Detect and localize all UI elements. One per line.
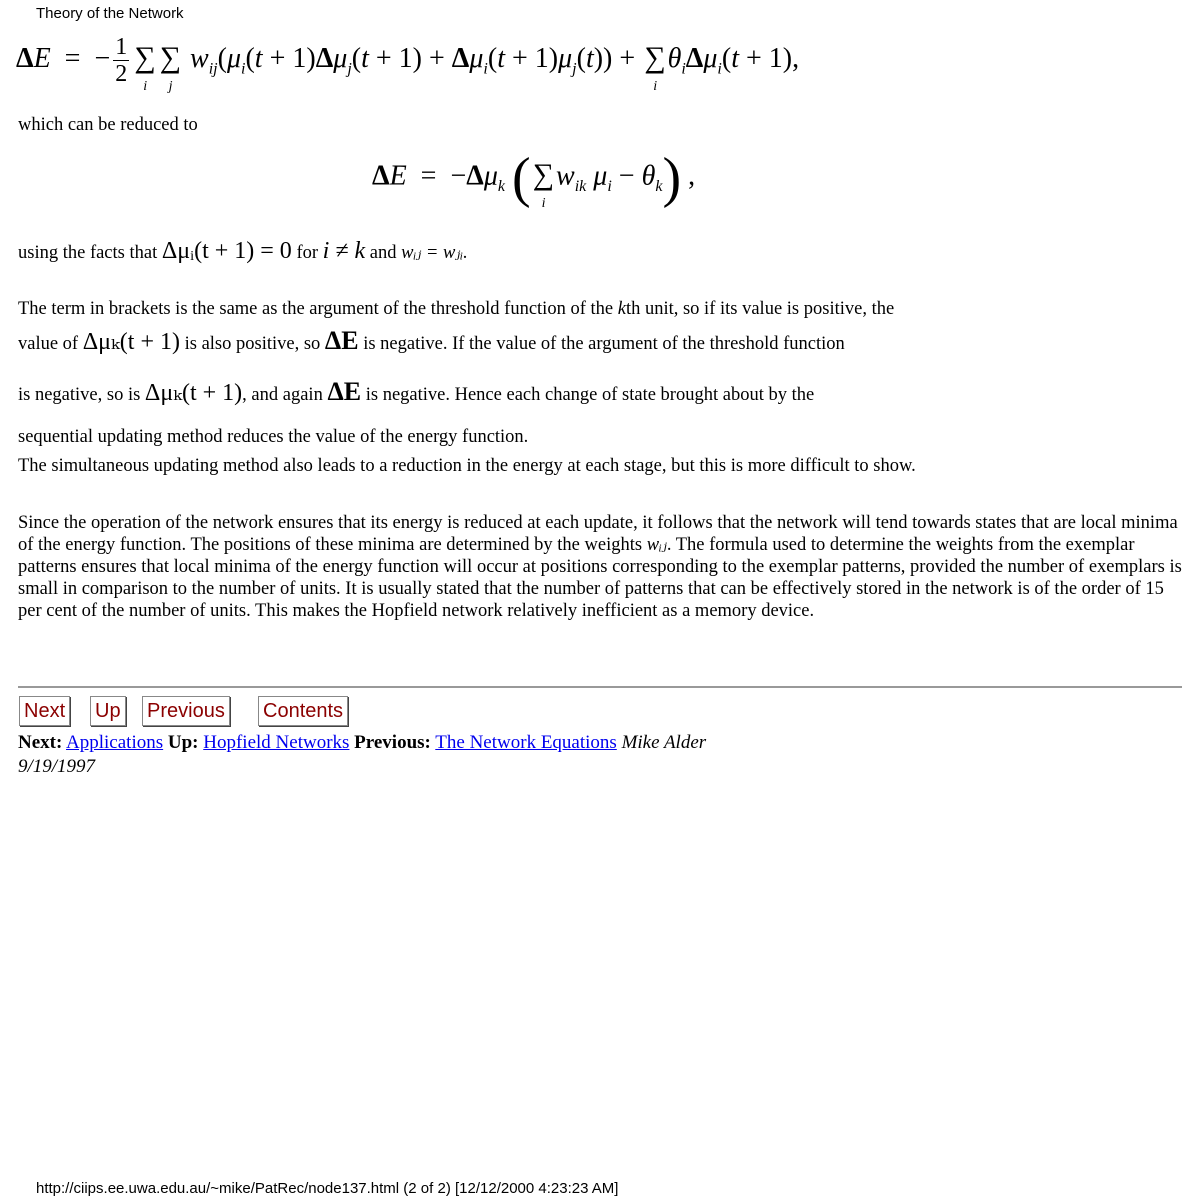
reduce-intro-text: which can be reduced to bbox=[18, 115, 198, 135]
next-button[interactable]: Next bbox=[19, 696, 70, 726]
up-link[interactable]: Hopfield Networks bbox=[203, 732, 350, 753]
up-button[interactable]: Up bbox=[90, 696, 126, 726]
threshold-paragraph: The term in brackets is the same as the argument of the threshold function of the kth unit, so if its value is positive, the value of Δμₖ(t + 1) is also positive, so ΔE is negative. If the value of the argument of the threshold function is negative, so is Δμₖ(t + 1), and again ΔE is negative. Hence each change of state brought about by the sequential updating method reduces the value of the energy function. bbox=[18, 299, 895, 447]
next-link[interactable]: Applications bbox=[66, 732, 164, 753]
divider bbox=[18, 686, 1182, 688]
page-header-title: Theory of the Network bbox=[36, 5, 184, 22]
navigation-links: Next: Applications Up: Hopfield Networks Previous: The Network Equations Mike Alder 9/19/1997 bbox=[18, 732, 707, 777]
date: 9/19/1997 bbox=[18, 756, 96, 777]
simultaneous-paragraph: The simultaneous updating method also leads to a reduction in the energy at each stage, but this is more difficult to show. bbox=[18, 456, 916, 476]
previous-link[interactable]: The Network Equations bbox=[435, 732, 617, 753]
facts-line: using the facts that Δμᵢ(t + 1) = 0 for i ≠ k and wᵢⱼ = wⱼᵢ. bbox=[18, 238, 468, 264]
previous-button[interactable]: Previous bbox=[142, 696, 230, 726]
author: Mike Alder bbox=[621, 732, 707, 753]
energy-change-equation: ΔE = − $\frac{1}{2}$ ∑ i ∑ j $w_{ij}(\mu_i(t + 1)\Delta\mu_j(t + 1) + \Delta\mu_i(t + 1)\mu_j(t))$ + ∑ i $\theta_i\Delta\mu_i(t + 1)$, bbox=[16, 34, 800, 94]
reduced-energy-equation: $\Delta E = -\Delta\mu_k$ (∑ i $w_{ik}$ $\mu_i - \theta_k$) , bbox=[372, 147, 696, 212]
minima-paragraph: Since the operation of the network ensures that its energy is reduced at each update, it follows that the network will tend towards states that are local minima of the energy function. The positions of these minima are determined by the weights wᵢⱼ. The formula used to determine the weights from the exemplar patterns ensures that local minima of the energy function will occur at positions corresponding to the exemplar patterns, provided the number of exemplars is small in comparison to the number of units. It is usually stated that the number of patterns that can be effectively stored in the network is of the order of 15 per cent of the number of units. This makes the Hopfield network relatively inefficient as a memory device. bbox=[18, 513, 1182, 621]
footer-url: http://ciips.ee.uwa.edu.au/~mike/PatRec/node137.html (2 of 2) [12/12/2000 4:23:23 AM] bbox=[36, 1180, 619, 1197]
contents-button[interactable]: Contents bbox=[258, 696, 348, 726]
